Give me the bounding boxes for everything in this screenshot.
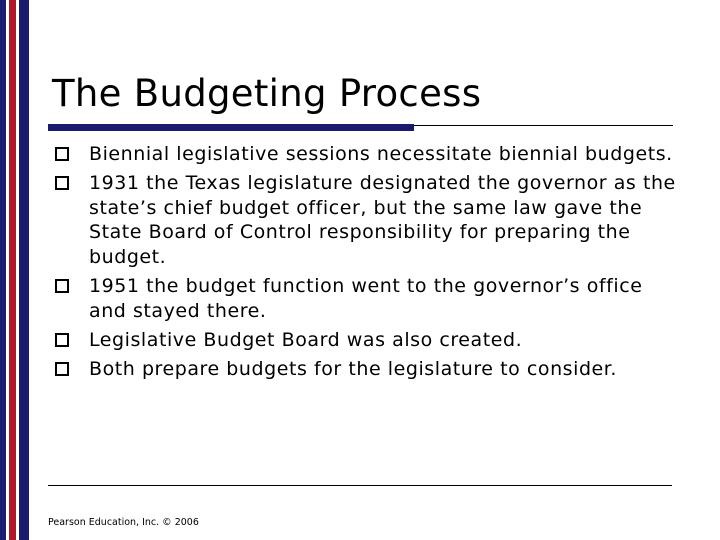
slide-title: The Budgeting Process [52, 72, 482, 115]
footer-rule [48, 485, 672, 486]
bullet-item [52, 328, 682, 353]
hollow-square-icon [55, 176, 69, 190]
bullet-item [52, 142, 682, 167]
bullet-item [52, 171, 682, 269]
left-stripe-red [9, 0, 16, 540]
title-underline-thick [48, 124, 414, 131]
bullet-text: Biennial legislative sessions necessitate biennial budgets. [89, 143, 673, 165]
hollow-square-icon [55, 147, 69, 161]
left-stripe-navy [19, 0, 29, 540]
bullet-text: 1931 the Texas legislature designated the governor as the state’s chief budget officer, but the same law gave the State Board of Control responsibility for preparing the budget. [89, 172, 676, 268]
bullet-text: Legislative Budget Board was also created. [89, 328, 523, 351]
bullet-item [52, 274, 682, 323]
bullet-list [52, 142, 682, 386]
bullet-text: 1951 the budget function went to the governor’s office and stayed there. [89, 275, 643, 322]
hollow-square-icon [55, 362, 69, 376]
hollow-square-icon [55, 279, 69, 293]
hollow-square-icon [55, 333, 69, 347]
bullet-text: Both prepare budgets for the legislature to consider. [89, 358, 618, 381]
footer-copyright: Pearson Education, Inc. © 2006 [48, 517, 199, 528]
bullet-item [52, 357, 682, 382]
title-underline-thin [414, 125, 673, 126]
